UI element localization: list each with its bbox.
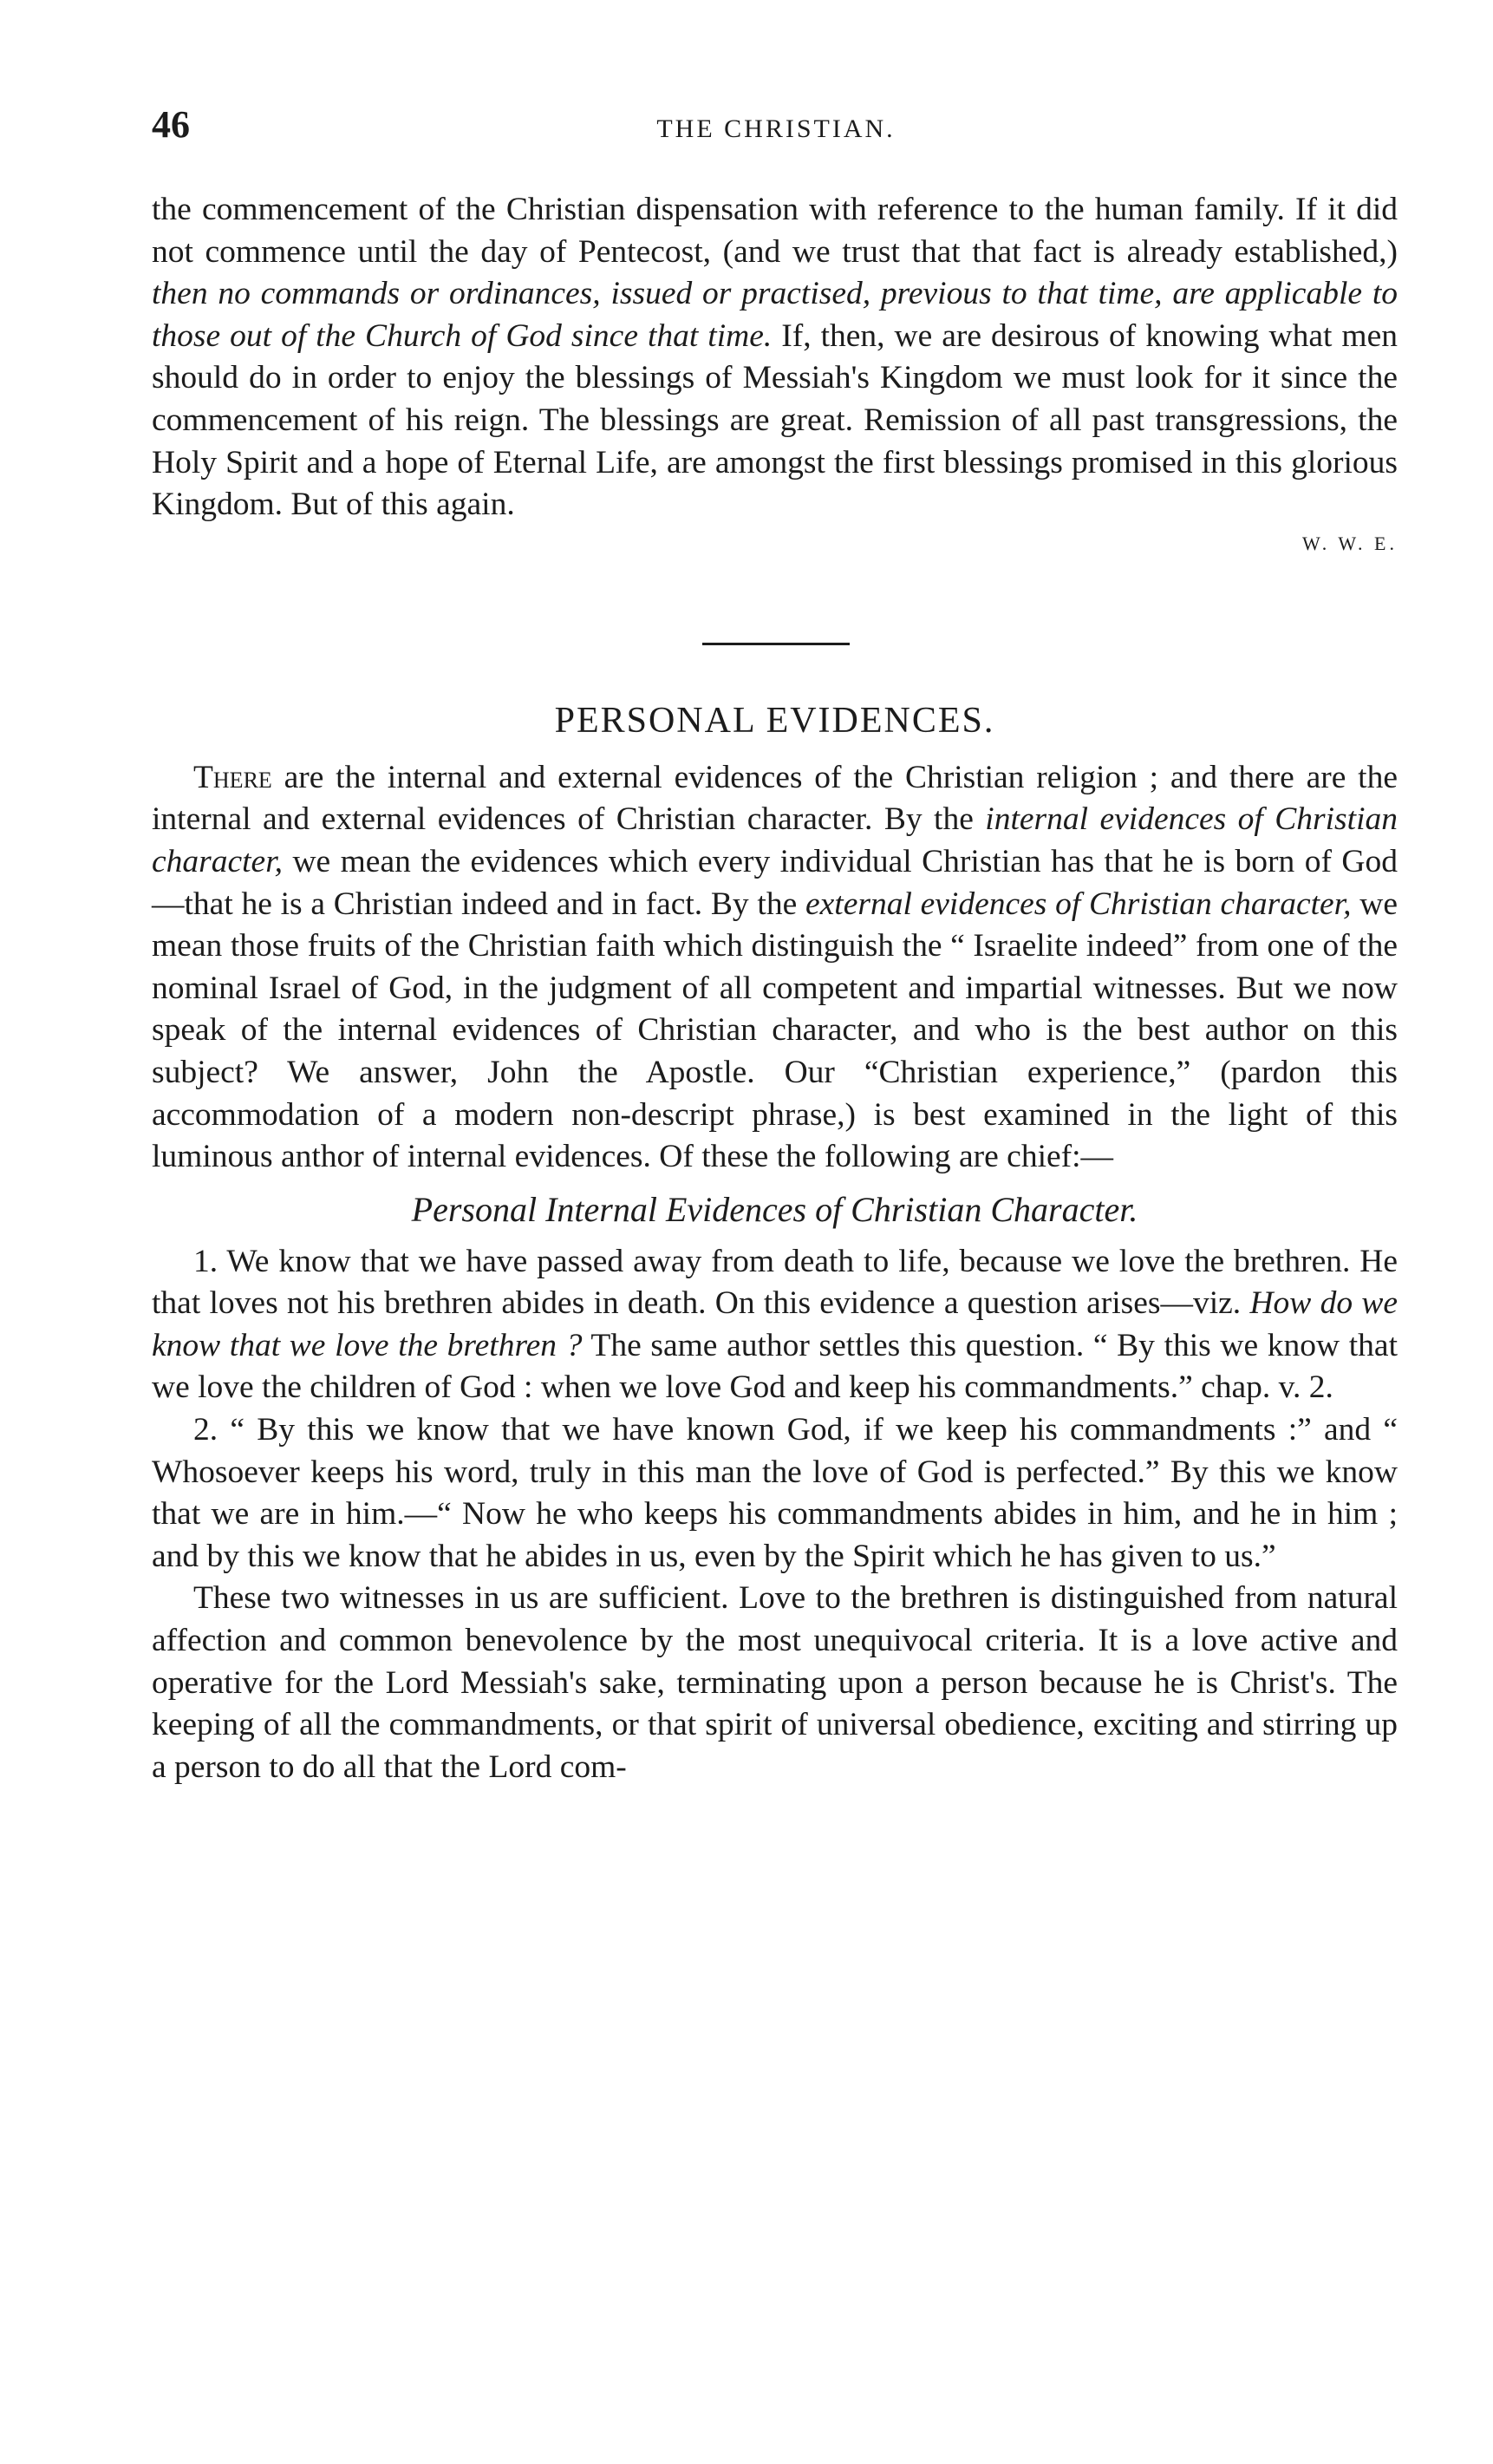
intro-text-2: we mean the evidences which every individual Christian has that he is born of God—that he is a Christian indeed and in fact. By the — [152, 843, 1398, 922]
intro-italic-2: external evidences of Christian character, — [805, 886, 1352, 922]
subheading: Personal Internal Evidences of Christian Character. — [411, 1189, 1138, 1229]
intro-text-1: are the internal and external evidences of the Christian religion ; and there are the internal and external evidences of Christian character. By the — [152, 759, 1398, 838]
point1-text-1: 1. We know that we have passed away from death to life, because we love the brethren. He that loves not his brethren abides in death. On this evidence a question arises—viz. — [152, 1243, 1398, 1322]
article1-text-after-italic: If, then, we are desirous of knowing what men should do in order to enjoy the blessings of Messiah's Kingdom we must look for it since the commencement of his reign. The blessings are great. Remission of all past transgressions, the Holy Spirit and a hope of Eternal Life, are amongst the first blessings promised in this glorious Kingdom. But of this again. — [152, 317, 1398, 523]
running-head — [152, 102, 1400, 154]
divider-rule — [702, 643, 850, 645]
author-signature: W. W. E. — [1301, 532, 1398, 554]
closing-paragraph: These two witnesses in us are sufficient. Love to the brethren is distinguished from natural affection and common benevolence by the most unequivocal criteria. It is a love active and operative for the Lord Messiah's sake, terminating upon a person because he is Christ's. The keeping of all the commandments, or that spirit of universal obedience, exciting and stirring up a person to do all that the Lord com- — [152, 1580, 1398, 1785]
text-column — [152, 189, 1398, 1788]
intro-text-3: we mean those fruits of the Christian faith which distinguish the “ Israelite indeed” from one of the nominal Israel of God, in the judgment of all competent and impartial witnesses. But we now speak of the internal evidences of Christian character, and who is the best author on this subject? We answer, John the Apostle. Our “Christian experience,” (pardon this accommodation of a modern non-descript phrase,) is best examined in the light of this luminous anthor of internal evidences. Of these the following are chief:— — [152, 886, 1398, 1175]
intro-first-word: There — [193, 759, 272, 795]
running-title: THE CHRISTIAN. — [656, 114, 896, 143]
point1-italic: How do we know that we love the brethren ? — [152, 1285, 1398, 1363]
page-number: 46 — [152, 103, 190, 146]
article1-italic-text: then no commands or ordinances, issued or practised, previous to that time, are applicable to those out of the Church of God since that time. — [152, 276, 1398, 354]
article1-paragraph — [152, 189, 1398, 526]
point1-text-2: The same author settles this question. “ By this we know that we love the children of God : when we love God and keep his commandments.” chap. v. 2. — [152, 1327, 1398, 1406]
article1-text-before-italic: the commencement of the Christian dispensation with reference to the human family. If it did not commence until the day of Pentecost, (and we trust that that fact is already established,) — [152, 192, 1398, 270]
intro-paragraph — [152, 757, 1398, 1179]
evidence-point-1 — [152, 1241, 1398, 1409]
intro-italic-1: internal evidences of Christian character, — [152, 801, 1398, 879]
section-title: PERSONAL EVIDENCES. — [554, 700, 995, 741]
evidence-point-2: 2. “ By this we know that we have known God, if we keep his commandments :” and “ Whosoever keeps his word, truly in this man the love of God is perfected.” By this we know that we are in him.—“ Now he who keeps his commandments abides in him, and he in him ; and by this we know that he abides in us, even by the Spirit which he has given to us.” — [152, 1412, 1398, 1574]
section-divider — [152, 565, 1398, 695]
